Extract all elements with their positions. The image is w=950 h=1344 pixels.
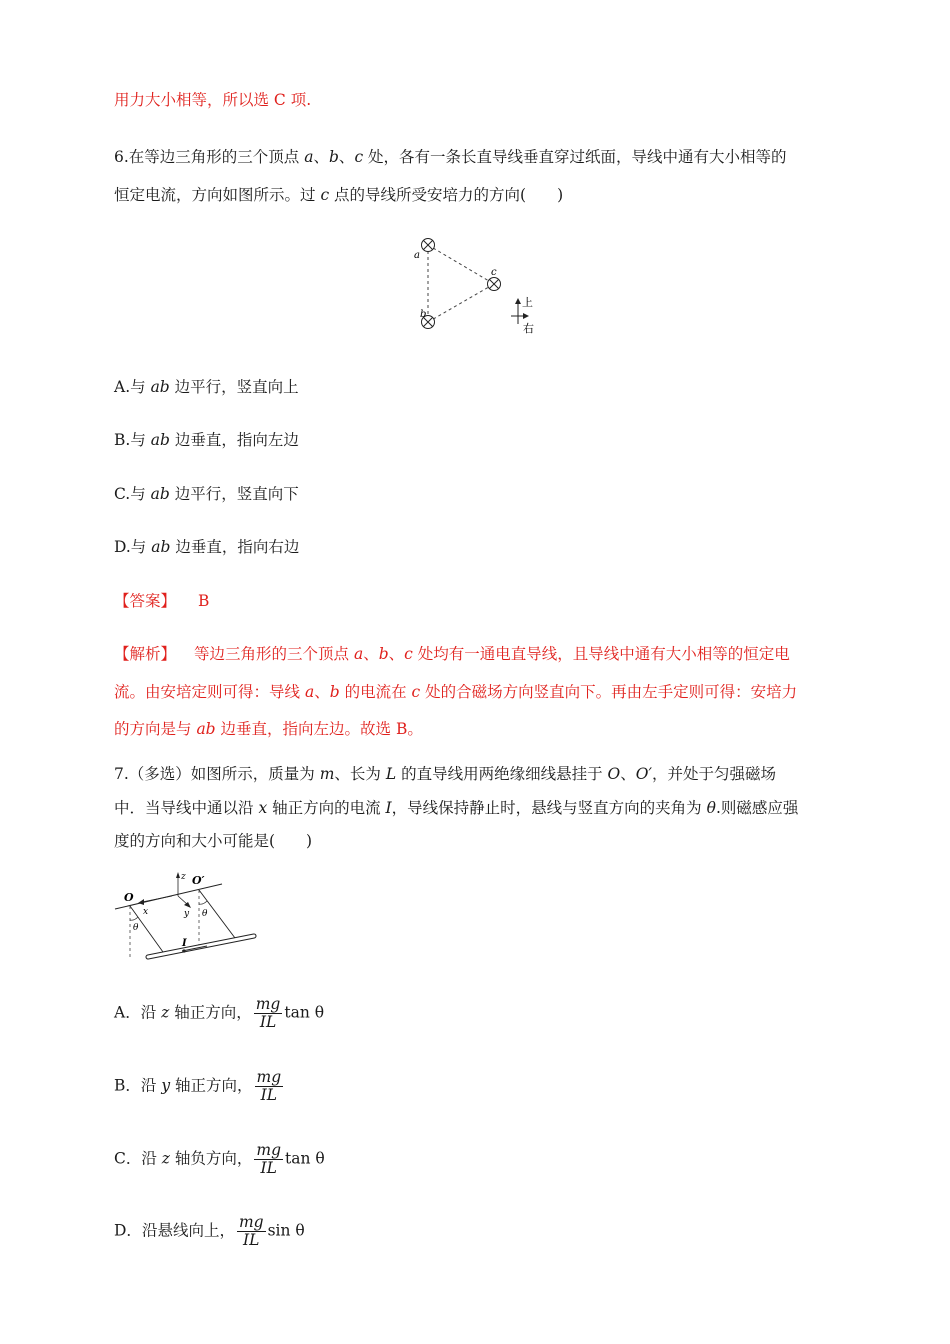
- option-text: 边平行，竖直向下: [169, 485, 299, 503]
- option-text: 轴正方向，: [169, 1003, 252, 1022]
- var-ab: ab: [150, 485, 170, 503]
- wire-rod: [148, 936, 254, 957]
- var-a: a: [304, 683, 315, 701]
- var-L: L: [385, 765, 397, 783]
- var-b: b: [329, 683, 340, 701]
- q7-text: 7.（多选）如图所示，质量为: [114, 765, 320, 783]
- var-O: O: [607, 765, 621, 783]
- option-text: 轴正方向，: [170, 1076, 253, 1095]
- analysis-label: 【解析】: [114, 645, 177, 663]
- option-prefix: C．沿: [114, 1149, 162, 1168]
- fraction: [237, 1214, 266, 1249]
- var-c: c: [354, 148, 364, 166]
- q6-text: 恒定电流，方向如图所示。过: [114, 186, 321, 204]
- q6-text: 6.在等边三角形的三个顶点: [114, 148, 305, 166]
- option-prefix: D．: [114, 1221, 142, 1240]
- option-prefix: A.与: [114, 378, 151, 396]
- label-theta-right: θ: [202, 909, 208, 919]
- q7-text: 度的方向和大小可能是( ): [114, 832, 313, 850]
- var-O-prime: O′: [635, 765, 652, 783]
- wire-a-into-page-icon: [422, 239, 435, 252]
- numerator: mg: [256, 1141, 282, 1159]
- sep: 、: [620, 765, 636, 783]
- numerator: mg: [256, 1068, 282, 1086]
- q6-answer: [114, 589, 209, 611]
- option-text: 边垂直，指向右边: [170, 538, 300, 556]
- var-c: c: [411, 683, 421, 701]
- analysis-text: 的方向是与: [114, 720, 197, 738]
- analysis-text: 流。由安培定则可得：导线: [114, 683, 305, 701]
- denominator: IL: [243, 1231, 260, 1250]
- var-ab: ab: [196, 720, 216, 738]
- option-prefix: B．沿: [114, 1076, 162, 1095]
- option-text: 轴负方向，: [169, 1149, 253, 1168]
- q7-option-b[interactable]: [114, 1069, 285, 1104]
- option-prefix: C.与: [114, 485, 151, 503]
- label-O-prime: O′: [192, 874, 205, 887]
- label-c: c: [491, 267, 497, 278]
- var-b: b: [378, 645, 389, 663]
- denominator: IL: [260, 1086, 278, 1105]
- q7-text: 、长为: [334, 765, 386, 783]
- analysis-text: 边垂直，指向左边。故选 B。: [215, 720, 423, 738]
- q7-text: 中．当导线中通以沿: [114, 799, 259, 817]
- trig-func: tan θ: [284, 1003, 325, 1022]
- denominator: IL: [259, 1013, 277, 1032]
- q7-text: 的直导线用两绝缘细线悬挂于: [396, 765, 608, 783]
- sep: 、: [314, 683, 330, 701]
- q7-text: ，导线保持静止时，悬线与竖直方向的夹角为: [391, 799, 707, 817]
- analysis-text: 等边三角形的三个顶点: [194, 645, 354, 663]
- q7-stem-line1: [114, 762, 776, 784]
- var-a: a: [304, 148, 314, 166]
- q6-analysis-line2: [114, 680, 797, 702]
- denominator: IL: [260, 1159, 277, 1178]
- label-x: x: [143, 907, 149, 917]
- var-I: I: [385, 799, 392, 817]
- label-z: z: [181, 872, 186, 882]
- q6-text: 点的导线所受安培力的方向( ): [329, 186, 564, 204]
- numerator: mg: [255, 995, 281, 1013]
- var-axis: z: [161, 1003, 170, 1022]
- q7-option-d[interactable]: [114, 1214, 305, 1249]
- analysis-text: 的电流在: [339, 683, 412, 701]
- q7-option-a[interactable]: [114, 996, 324, 1031]
- q6-stem-line1: [114, 145, 787, 167]
- q7-stem-line3: [114, 829, 312, 851]
- label-theta-left: θ: [133, 923, 139, 933]
- var-axis: y: [161, 1076, 171, 1095]
- trig-func: sin θ: [267, 1221, 305, 1240]
- analysis-text: 处均有一通电直导线，且导线中通有大小相等的恒定电: [412, 645, 790, 663]
- fraction: [254, 996, 283, 1031]
- q6-triangle-figure: [405, 230, 555, 340]
- trig-func: tan θ: [285, 1149, 325, 1168]
- var-theta: θ: [706, 799, 716, 817]
- var-c: c: [404, 645, 413, 663]
- var-b: b: [328, 148, 339, 166]
- fraction: [254, 1142, 283, 1177]
- label-right: 右: [523, 322, 534, 335]
- q6-option-a[interactable]: [114, 375, 299, 397]
- analysis-text: 处的合磁场方向竖直向下。再由左手定则可得：安培力: [420, 683, 798, 701]
- answer-label: 【答案】: [114, 592, 177, 610]
- q7-option-c[interactable]: [114, 1142, 325, 1177]
- option-prefix: D.与: [114, 538, 152, 556]
- sep: 、: [313, 148, 329, 166]
- option-prefix: A．沿: [114, 1003, 162, 1022]
- q6-analysis-line3: [114, 717, 423, 739]
- var-x: x: [258, 799, 268, 817]
- q6-option-b[interactable]: [114, 428, 299, 450]
- option-text: 沿悬线向上，: [141, 1221, 235, 1240]
- q6-option-c[interactable]: [114, 482, 299, 504]
- q6-stem-line2: [114, 183, 563, 205]
- option-prefix: B.与: [114, 431, 151, 449]
- sep: 、: [338, 148, 355, 166]
- continuation-line: [114, 88, 311, 110]
- q7-text: .则磁感应强: [715, 799, 799, 817]
- q6-option-d[interactable]: [114, 535, 299, 557]
- wire-c-into-page-icon: [488, 278, 501, 291]
- label-O: O: [124, 891, 134, 904]
- q7-suspended-wire-figure: [112, 868, 264, 964]
- var-ab: ab: [150, 378, 170, 396]
- fraction: [255, 1069, 284, 1104]
- var-ab: ab: [150, 431, 170, 449]
- label-b: b: [420, 309, 427, 320]
- var-c: c: [320, 186, 330, 204]
- label-y: y: [184, 909, 190, 919]
- q6-text: 处，各有一条长直导线垂直穿过纸面，导线中通有大小相等的: [363, 148, 787, 166]
- continuation-text: 用力大小相等，所以选 C 项.: [114, 91, 312, 109]
- option-text: 边平行，竖直向上: [169, 378, 299, 396]
- sep: 、: [363, 645, 379, 663]
- q7-text: ，并处于匀强磁场: [651, 765, 776, 783]
- q7-text: 轴正方向的电流: [267, 799, 386, 817]
- label-a: a: [414, 250, 420, 261]
- var-m: m: [319, 765, 335, 783]
- label-up: 上: [522, 296, 533, 309]
- var-a: a: [353, 645, 364, 663]
- label-I: I: [182, 938, 187, 949]
- var-axis: z: [161, 1149, 170, 1168]
- answer-value: B: [198, 592, 210, 610]
- q6-analysis-line1: [114, 642, 790, 664]
- numerator: mg: [238, 1213, 264, 1231]
- sep: 、: [388, 645, 405, 663]
- option-text: 边垂直，指向左边: [169, 431, 299, 449]
- var-ab: ab: [151, 538, 171, 556]
- q7-stem-line2: [114, 796, 798, 818]
